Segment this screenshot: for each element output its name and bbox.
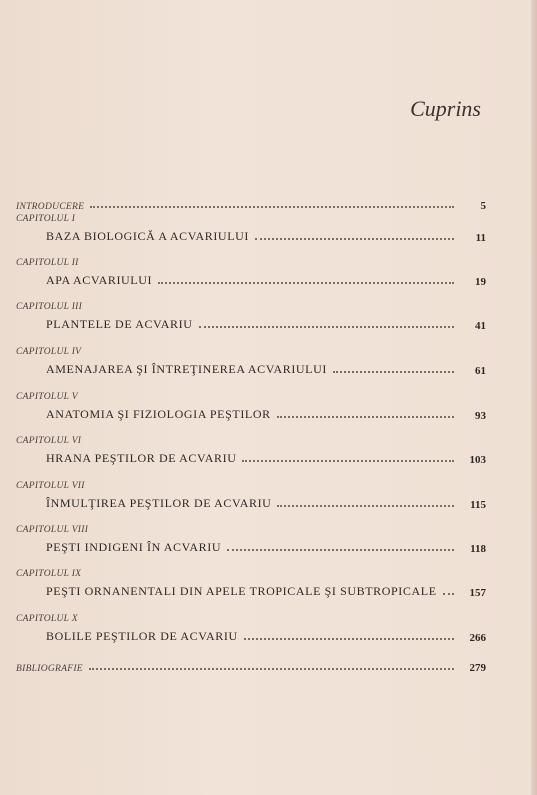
chapter-page: 11 xyxy=(475,232,486,244)
dot-leader xyxy=(89,667,454,670)
toc-intro-page: 5 xyxy=(480,200,486,212)
chapter-number: CAPITOLUL VI xyxy=(16,436,82,446)
chapter-title: PEŞTI ORNANENTALI DIN APELE TROPICALE ŞI SUBTROPICALE xyxy=(46,584,437,598)
chapter-page: 19 xyxy=(475,276,486,288)
toc-bibliography-page: 279 xyxy=(469,662,486,674)
dot-leader xyxy=(333,370,454,373)
chapter-number: CAPITOLUL VIII xyxy=(16,525,89,535)
toc-introduction xyxy=(16,196,486,212)
chapter-page: 103 xyxy=(469,454,486,466)
chapter-number: CAPITOLUL X xyxy=(16,614,78,624)
chapter-page: 118 xyxy=(470,543,486,555)
chapter-title: BAZA BIOLOGICĂ A ACVARIULUI xyxy=(46,229,249,243)
chapter-page: 266 xyxy=(469,632,486,644)
chapter-title: PEŞTI INDIGENI ÎN ACVARIU xyxy=(46,540,222,554)
dot-leader xyxy=(255,237,454,240)
chapter-number: CAPITOLUL V xyxy=(16,392,78,402)
dot-leader xyxy=(158,281,454,284)
chapter-title: BOLILE PEŞTILOR DE ACVARIU xyxy=(46,629,238,643)
toc-bibliography xyxy=(16,658,486,674)
chapter-page: 93 xyxy=(475,410,486,422)
chapter-page: 157 xyxy=(469,587,486,599)
chapter-number: CAPITOLUL III xyxy=(16,302,83,312)
chapter-number: CAPITOLUL IV xyxy=(16,347,82,357)
chapter-number: CAPITOLUL IX xyxy=(16,569,82,579)
chapter-title: HRANA PEŞTILOR DE ACVARIU xyxy=(46,451,237,465)
dot-leader xyxy=(277,504,454,507)
dot-leader xyxy=(199,325,454,328)
chapter-number: CAPITOLUL VII xyxy=(16,481,85,491)
chapter-title: PLANTELE DE ACVARIU xyxy=(46,317,193,331)
dot-leader xyxy=(277,415,454,418)
dot-leader xyxy=(244,637,454,640)
dot-leader xyxy=(443,592,454,595)
chapter-number: CAPITOLUL II xyxy=(16,258,79,268)
page-title: Cuprins xyxy=(410,96,481,121)
chapter-title: AMENAJAREA ŞI ÎNTREŢINEREA ACVARIULUI xyxy=(46,362,327,376)
chapter-title: ANATOMIA ŞI FIZIOLOGIA PEŞTILOR xyxy=(46,407,271,421)
chapter-page: 115 xyxy=(470,499,486,511)
chapter-title: APA ACVARIULUI xyxy=(46,273,153,287)
chapter-page: 41 xyxy=(475,320,486,332)
dot-leader xyxy=(90,205,454,208)
chapter-title: ÎNMULŢIREA PEŞTILOR DE ACVARIU xyxy=(46,496,272,510)
toc-intro-label: INTRODUCERE xyxy=(16,202,85,212)
chapter-number: CAPITOLUL I xyxy=(16,214,76,224)
chapter-page: 61 xyxy=(475,365,486,377)
toc-bibliography-label: BIBLIOGRAFIE xyxy=(16,664,83,674)
page-edge xyxy=(531,0,537,795)
dot-leader xyxy=(242,459,454,462)
dot-leader xyxy=(227,548,454,551)
